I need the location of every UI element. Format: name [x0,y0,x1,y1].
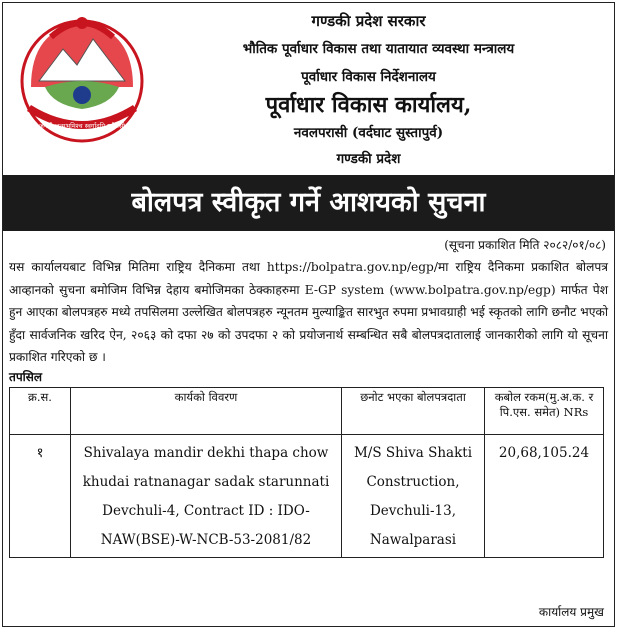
schedule-label: तपसिल [9,369,43,384]
header-description: कार्यको विवरण [71,387,342,434]
header-sn: क्र.स. [10,387,71,434]
header-line-province-govt: गण्डकी प्रदेश सरकार [311,12,426,30]
header-amount: कबोल रकम(मु.अ.क. र पि.एस. समेत) NRs [485,387,604,434]
publication-date: (सूचना प्रकाशित मिति २०८२/०१/०८) [444,238,606,252]
header-bidder: छनोट भएका बोलपत्रदाता [342,387,485,434]
header-line-ministry: भौतिक पूर्वाधार विकास तथा यातायात व्यवस्था मन्त्रालय [242,41,515,57]
letterhead [3,3,614,175]
notice-page [2,2,615,627]
header-line-location: नवलपरासी (वर्दघाट सुस्तापुर्व) [293,125,444,141]
notice-body: यस कार्यालयबाट विभिन्न मितिमा राष्ट्रिय दैनिकमा तथा https://bolpatra.gov.np/egp/मा राष्ट्रिय दैनिकमा प्रकाशित बोलपत्र आव्हानको सुचना बमोजिम विभिन्न देहाय बमोजिमका ठेक्काहरुमा E-GP system (www.bolpatra.gov.np/egp) मार्फत पेश हुन आएका बोलपत्रहरु मध्ये तपसिलमा उल्लेखित बोलपत्रहरु न्यूनतम मुल्याङ्कित सारभुत रुपमा प्रभावग्राही भई स्कृतको लागि छनौट भएको हुँदा सार्वजनिक खरिद ऐन, २०६३ को दफा २७ को उपदफा २ को प्रयोजनार्थ सम्बन्धित सबै बोलपत्रदातालाई जानकारीको लागि यो सूचना प्रकाशित गरिएको छ । [9,260,608,364]
emblem-motto: जननी जन्मभूमिश्च स्वर्गादपि गरीयसी [39,122,125,130]
table-row [10,434,604,557]
cell-sn: १ [10,434,71,557]
award-table [9,387,604,558]
signature-office-chief: कार्यालय प्रमुख [538,605,604,619]
cell-description: Shivalaya mandir dekhi thapa chow khudai ratnanagar sadak starunnati Devchuli-4, Contract ID : IDO-NAW(BSE)-W-NCB-53-2081/82 [71,434,342,557]
cell-amount: 20,68,105.24 [485,434,604,557]
header-line-directorate: पूर्वाधार विकास निर्देशनालय [301,69,436,85]
header-line-office: पूर्वाधार विकास कार्यालय, [265,92,472,118]
notice-title-banner: बोलपत्र स्वीकृत गर्ने आशयको सुचना [3,175,614,231]
cell-bidder: M/S Shiva Shakti Construction, Devchuli-13, Nawalparasi [342,434,485,557]
header-line-province: गण्डकी प्रदेश [336,151,401,167]
table-header-row [10,387,604,434]
